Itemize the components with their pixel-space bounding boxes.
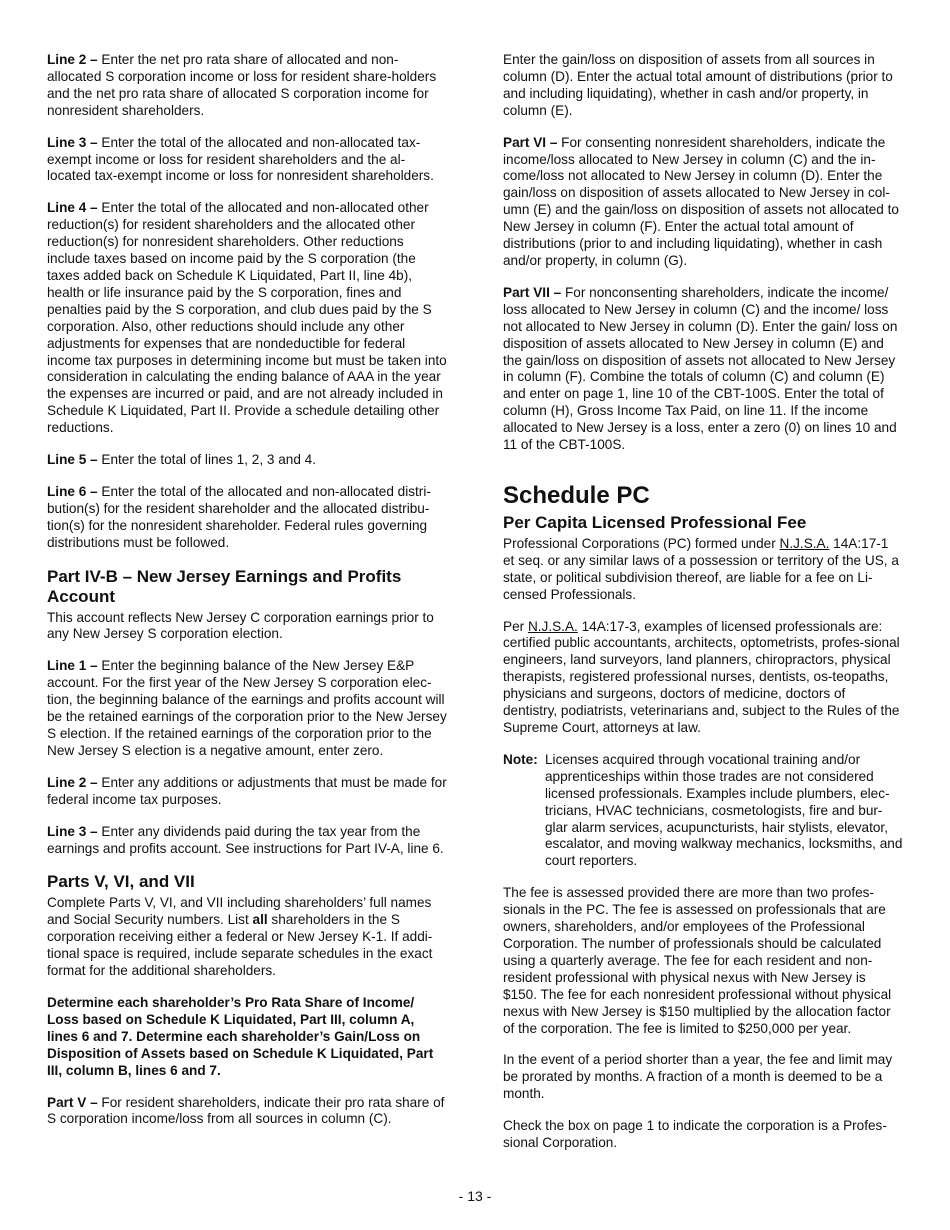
- ivb-line-3-paragraph: [47, 824, 447, 858]
- line-label: Line 3 –: [47, 823, 98, 839]
- note-text: Licenses acquired through vocational training and/or apprenticeships within those trades are not considered licensed professionals. Examples include plumbers, elec-tricians, HVAC technicians, cosmetologists, fire and bur-glar alarm services, acupuncturists, hair stylists, elevator, escalator, and moving walkway mechanics, locksmiths, and court reporters.: [545, 751, 903, 869]
- line-label: Part VI –: [503, 134, 558, 150]
- pc-text: 14A:17-1 et seq. or any similar laws of a possession or territory of the US, a state, or political subdivision thereof, are liable for a fee on Li-censed Professionals.: [503, 535, 899, 602]
- njsa-citation: N.J.S.A.: [527, 618, 578, 634]
- line-label: Line 3 –: [47, 134, 98, 150]
- parts-intro-paragraph: [47, 895, 447, 980]
- right-column: [503, 52, 903, 1167]
- njsa-citation: N.J.S.A.: [779, 535, 830, 551]
- line-text: For nonconsenting shareholders, indicate the income/ loss allocated to New Jersey in column (C) and the income/ loss not allocated to New Jersey in column (D). Enter the gain/ loss on disposition of assets allocated to New Jersey in column (E) and the gain/loss on disposition of assets not allocated to New Jersey in column (F). Combine the totals of column (C) and column (E) and enter on page 1, line 10 of the CBT-100S. Enter the total of column (H), Gross Income Tax Paid, on line 11. If the income allocated to New Jersey is a loss, enter a zero (0) on lines 10 and 11 of the CBT-100S.: [503, 284, 898, 453]
- line-2-paragraph: [47, 52, 447, 120]
- note-block: [503, 752, 903, 870]
- line-label: Line 2 –: [47, 52, 98, 67]
- line-label: Part V –: [47, 1094, 98, 1110]
- line-3-paragraph: [47, 135, 447, 186]
- line-text: Enter the total of the allocated and non-allocated other reduction(s) for resident shareholders and the allocated other reduction(s) for nonresident shareholders. Other reductions include taxes based on income paid by the S corporation (the taxes added back on Schedule K Liquidated, Part II, line 4b), health or life insurance paid by the S corporation, fines and penalties paid by the S corporation, and club dues paid by the S corporation. Also, other reductions should include any other adjustments for expenses that are nondeductible for federal income tax purposes in determining income but must be taken into consideration in calculating the ending balance of AAA in the year the expenses are incurred or paid, and are not already included in Schedule K Liquidated, Part II. Provide a schedule detailing other reductions.: [47, 200, 447, 436]
- part-ivb-intro: This account reflects New Jersey C corporation earnings prior to any New Jersey S corporation election.: [47, 609, 434, 642]
- line-label: Line 6 –: [47, 483, 98, 499]
- determine-paragraph: Determine each shareholder’s Pro Rata Share of Income/ Loss based on Schedule K Liquidated, Part III, column A, lines 6 and 7. Determine each shareholder’s Gain/Loss on Disposition of Assets based on Schedule K Liquidated, Part III, column B, lines 6 and 7.: [47, 994, 434, 1078]
- pc-text: 14A:17-3, examples of licensed professionals are: certified public accountants, architects, optometrists, profes-sional engineers, land surveyors, land planners, chiropractors, physical therapists, registered professional nurses, dentists, os-teopaths, physicians and surgeons, doctors of medicine, doctors of dentistry, podiatrists, veterinarians and, subject to the Rules of the Supreme Court, attorneys at law.: [503, 618, 900, 735]
- line-text: Enter any dividends paid during the tax year from the earnings and profits account. See instructions for Part IV-A, line 6.: [47, 823, 444, 856]
- parts-text-emphasis: all: [252, 912, 268, 928]
- line-text: Enter the total of the allocated and non-allocated distri-bution(s) for the resident shareholder and the allocated distribu-tion(s) for the nonresident shareholder. Federal rules governing distributions must be followed.: [47, 483, 431, 550]
- pc-text: Per: [503, 618, 528, 634]
- part-ivb-heading: Part IV-B – New Jersey Earnings and Profits Account: [47, 566, 402, 606]
- note-label: Note:: [503, 751, 538, 767]
- line-6-paragraph: [47, 484, 447, 552]
- ivb-line-1-paragraph: [47, 658, 447, 759]
- pc-paragraph-1: [503, 536, 903, 604]
- part-v-continued-paragraph: Enter the gain/loss on disposition of assets from all sources in column (D). Enter the actual total amount of distributions (prior to and including liquidating), whether in cash and/or property, in column (E).: [503, 52, 893, 118]
- line-label: Line 1 –: [47, 658, 98, 674]
- line-4-paragraph: [47, 200, 447, 437]
- schedule-pc-subheading: Per Capita Licensed Professional Fee: [503, 512, 807, 532]
- schedule-pc-heading: Schedule PC: [503, 481, 650, 509]
- page-number: - 13 -: [458, 1188, 492, 1204]
- part-vi-paragraph: [503, 135, 903, 270]
- parts-text: shareholders in the S corporation receiving either a federal or New Jersey K-1. If addi-tional space is required, include separate schedules in the exact format for the additional shareholders.: [47, 912, 433, 979]
- line-text: For consenting nonresident shareholders, indicate the income/loss allocated to New Jersey in column (C) and the in-come/loss not allocated to New Jersey in column (D). Enter the gain/loss on disposition of assets allocated to New Jersey in col-umn (E) and the gain/loss on disposition of assets not allocated to New Jersey in column (F). Enter the actual total amount of distributions (prior to and including liquidating), whether in cash and/or property, in column (G).: [503, 134, 899, 268]
- line-label: Part VII –: [503, 284, 562, 300]
- line-text: Enter the total of lines 1, 2, 3 and 4.: [97, 452, 317, 468]
- line-text: Enter the beginning balance of the New Jersey E&P account. For the first year of the New Jersey S corporation elec-tion, the beginning balance of the earnings and profits account will be the retained earnings of the corporation prior to the New Jersey S election. If the retained earnings of the corporation prior to the New Jersey S election is a negative amount, enter zero.: [47, 658, 447, 758]
- line-label: Line 4 –: [47, 200, 98, 216]
- line-text: Enter any additions or adjustments that must be made for federal income tax purposes.: [47, 774, 447, 807]
- line-text: For resident shareholders, indicate their pro rata share of S corporation income/loss from all sources in column (C).: [47, 1094, 445, 1127]
- line-5-paragraph: [47, 452, 447, 469]
- pc-text: Professional Corporations (PC) formed under: [503, 535, 780, 551]
- ivb-line-2-paragraph: [47, 775, 447, 809]
- pc-paragraph-2: [503, 619, 903, 737]
- check-box-paragraph: Check the box on page 1 to indicate the corporation is a Profes-sional Corporation.: [503, 1118, 887, 1151]
- line-text: Enter the net pro rata share of allocated and non-allocated S corporation income or loss for resident share-holders and the net pro rata share of allocated S corporation income for nonresident shareholders.: [47, 52, 437, 118]
- part-vii-paragraph: [503, 285, 903, 454]
- line-text: Enter the total of the allocated and non-allocated tax-exempt income or loss for resident shareholders and the al-located tax-exempt income or loss for nonresident shareholders.: [47, 134, 434, 184]
- part-v-paragraph: [47, 1095, 447, 1129]
- parts-text: Complete Parts V, VI, and VII including shareholders’ full names and Social Security numbers. List: [47, 895, 432, 928]
- left-column: [47, 52, 447, 1143]
- short-period-paragraph: In the event of a period shorter than a year, the fee and limit may be prorated by months. A fraction of a month is deemed to be a month.: [503, 1052, 893, 1102]
- fee-paragraph: The fee is assessed provided there are more than two profes-sionals in the PC. The fee is assessed on professionals that are owners, shareholders, and/or employees of the Professional Corporation. The number of professionals should be calculated using a quarterly average. The fee for each resident and non-resident professional with physical nexus with New Jersey is $150. The fee for each nonresident professional without physical nexus with New Jersey is $150 multiplied by the allocation factor of the corporation. The fee is limited to $250,000 per year.: [503, 885, 892, 1036]
- line-label: Line 5 –: [47, 452, 98, 468]
- line-label: Line 2 –: [47, 774, 98, 790]
- parts-v-vi-vii-heading: Parts V, VI, and VII: [47, 872, 195, 892]
